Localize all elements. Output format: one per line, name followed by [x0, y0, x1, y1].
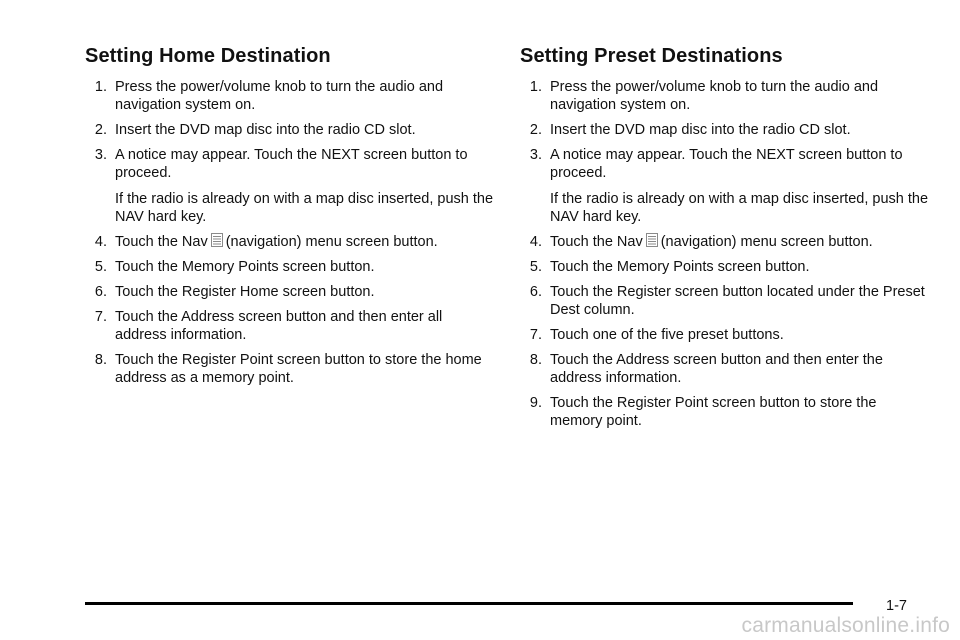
nav-menu-icon — [211, 233, 223, 247]
watermark: carmanualsonline.info — [741, 614, 950, 637]
step-text: Touch the Register Home screen button. — [115, 284, 375, 300]
left-column — [85, 44, 495, 394]
list-item — [85, 258, 495, 276]
step-text-before-icon: Touch the Nav — [115, 234, 208, 250]
step-number: 6. — [529, 284, 542, 300]
step-number: 3. — [94, 147, 107, 163]
list-item — [520, 146, 930, 226]
step-number: 9. — [529, 395, 542, 411]
section-title-preset-destinations: Setting Preset Destinations — [520, 45, 783, 67]
step-text: A notice may appear. Touch the NEXT screen button to proceed. — [550, 147, 903, 181]
step-text: Press the power/volume knob to turn the audio and navigation system on. — [115, 79, 444, 113]
step-text: A notice may appear. Touch the NEXT screen button to proceed. — [115, 147, 468, 181]
step-number: 8. — [94, 352, 107, 368]
section-title-home-destination: Setting Home Destination — [85, 45, 331, 67]
step-number: 4. — [529, 234, 542, 250]
step-number: 5. — [529, 259, 542, 275]
list-item — [520, 283, 930, 319]
list-item — [85, 121, 495, 139]
step-number: 4. — [94, 234, 107, 250]
step-note: If the radio is already on with a map disc inserted, push the NAV hard key. — [550, 191, 929, 225]
list-item — [520, 258, 930, 276]
step-number: 2. — [94, 122, 107, 138]
step-number: 7. — [529, 327, 542, 343]
list-item — [85, 78, 495, 114]
step-text: Touch the Memory Points screen button. — [115, 259, 375, 275]
list-item — [520, 121, 930, 139]
list-item — [85, 146, 495, 226]
step-text: Press the power/volume knob to turn the audio and navigation system on. — [550, 79, 879, 113]
step-text: Touch the Register Point screen button to store the memory point. — [550, 395, 877, 429]
step-text: Touch the Register Point screen button to store the home address as a memory point. — [115, 352, 482, 386]
step-text: Touch one of the five preset buttons. — [550, 327, 784, 343]
step-text-before-icon: Touch the Nav — [550, 234, 643, 250]
step-number: 1. — [529, 79, 542, 95]
list-item — [85, 283, 495, 301]
step-text: Touch the Memory Points screen button. — [550, 259, 810, 275]
steps-list-home-destination — [85, 78, 495, 387]
list-item — [520, 78, 930, 114]
step-text: Touch the Address screen button and then enter all address information. — [115, 309, 443, 343]
list-item — [85, 308, 495, 344]
step-note: If the radio is already on with a map disc inserted, push the NAV hard key. — [115, 191, 494, 225]
step-text: Touch the Address screen button and then enter the address information. — [550, 352, 883, 386]
list-item — [85, 233, 495, 251]
step-number: 6. — [94, 284, 107, 300]
step-number: 8. — [529, 352, 542, 368]
list-item — [520, 233, 930, 251]
step-number: 5. — [94, 259, 107, 275]
step-text-after-icon: (navigation) menu screen button. — [660, 234, 873, 250]
steps-list-preset-destinations — [520, 78, 930, 430]
step-number: 7. — [94, 309, 107, 325]
step-text: Insert the DVD map disc into the radio CD slot. — [115, 122, 416, 138]
step-number: 1. — [94, 79, 107, 95]
right-column — [520, 44, 930, 437]
step-number: 3. — [529, 147, 542, 163]
step-number: 2. — [529, 122, 542, 138]
footer-rule — [85, 602, 853, 605]
list-item — [520, 351, 930, 387]
list-item — [520, 326, 930, 344]
page-number: 1-7 — [886, 598, 907, 614]
nav-menu-icon — [646, 233, 658, 247]
step-text-after-icon: (navigation) menu screen button. — [225, 234, 438, 250]
list-item — [520, 394, 930, 430]
step-text: Touch the Register screen button located under the Preset Dest column. — [550, 284, 925, 318]
step-text: Insert the DVD map disc into the radio CD slot. — [550, 122, 851, 138]
list-item — [85, 351, 495, 387]
